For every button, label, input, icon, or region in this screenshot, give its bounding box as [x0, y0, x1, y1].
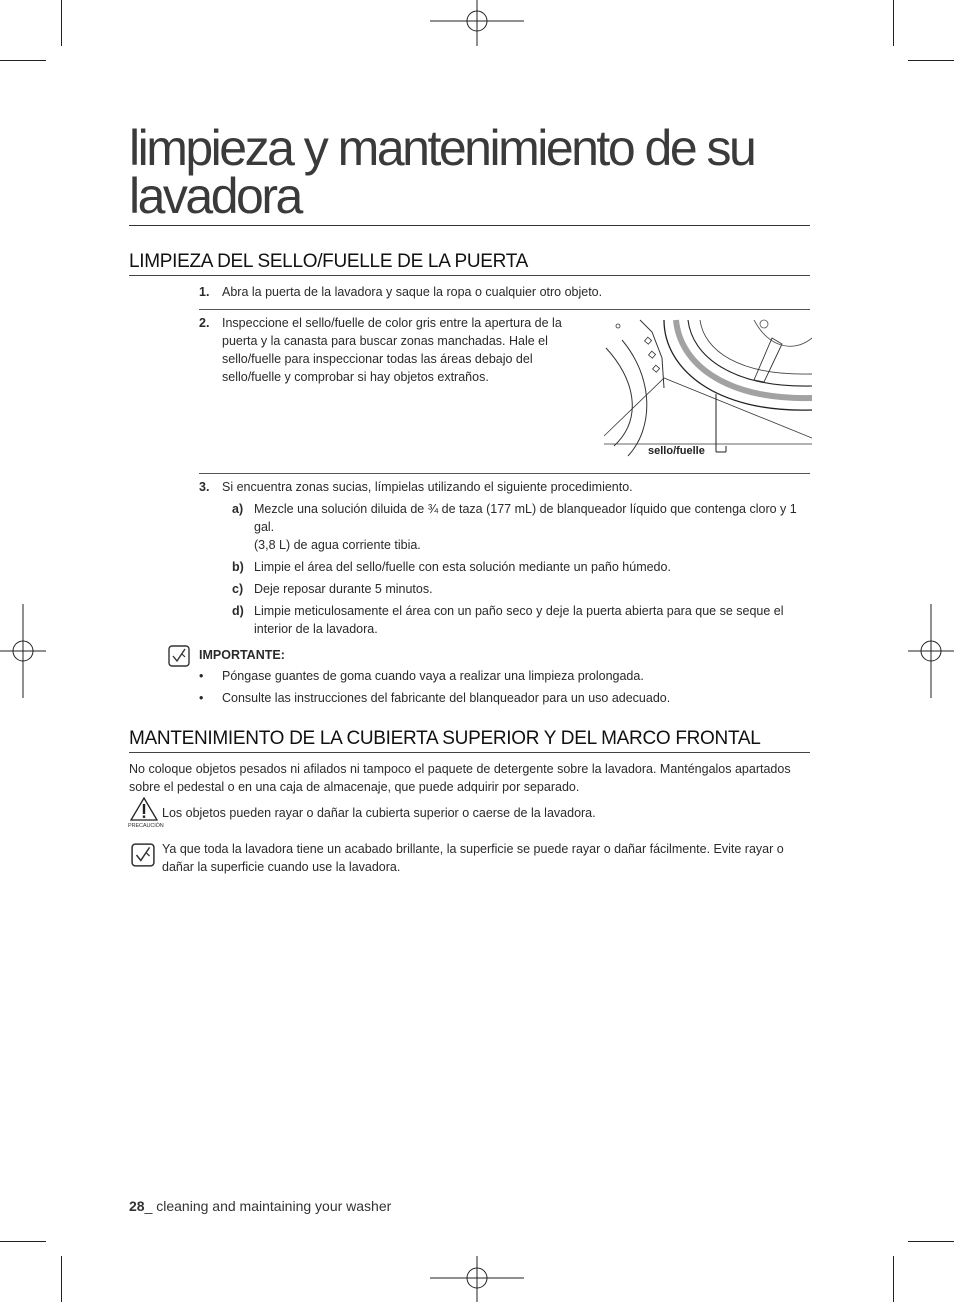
registration-mark-left [0, 604, 46, 698]
step-number: 3. [199, 480, 210, 494]
door-seal-illustration [604, 318, 812, 460]
bullet-text: Consulte las instrucciones del fabricante del blanqueador para un uso adecuado. [222, 691, 671, 705]
bullet-item: • Consulte las instrucciones del fabricante del blanqueador para un uso adecuado. [199, 689, 810, 707]
step-3 [199, 478, 810, 496]
step-divider [199, 473, 810, 474]
crop-mark [893, 0, 894, 46]
crop-mark [0, 1241, 46, 1242]
step-number: 1. [199, 285, 210, 299]
substep-text: Mezcle una solución diluida de ¾ de taza (177 mL) de blanqueador líquido que contenga cloro y 1 gal. [254, 502, 797, 534]
step-number: 2. [199, 316, 210, 330]
substep-text-continued: (3,8 L) de agua corriente tibia. [254, 538, 421, 552]
step-2 [199, 314, 589, 386]
substep-c [232, 580, 810, 598]
section-heading-door-seal: LIMPIEZA DEL SELLO/FUELLE DE LA PUERTA [129, 251, 810, 276]
step-text: Si encuentra zonas sucias, límpielas utilizando el siguiente procedimiento. [222, 480, 633, 494]
crop-mark [61, 0, 62, 46]
bullet-item: • Póngase guantes de goma cuando vaya a realizar una limpieza prolongada. [199, 667, 810, 685]
note-pencil-icon [131, 843, 155, 867]
registration-mark-right [908, 604, 954, 698]
substep-text: Limpie el área del sello/fuelle con esta solución mediante un paño húmedo. [254, 560, 671, 574]
note-text: Ya que toda la lavadora tiene un acabado brillante, la superficie se puede rayar o dañar fácilmente. Evite rayar o dañar la superficie cuando use la lavadora. [162, 842, 784, 874]
bullet-text: Póngase guantes de goma cuando vaya a realizar una limpieza prolongada. [222, 669, 644, 683]
note-pencil-icon [168, 645, 190, 667]
substep-b [232, 558, 810, 576]
important-label: IMPORTANTE: [199, 648, 285, 662]
page-footer [129, 1198, 391, 1214]
registration-mark-top [430, 0, 524, 46]
section2-intro: No coloque objetos pesados ni afilados ni tampoco el paquete de detergente sobre la lavadora. Manténgalos apartados sobre el pedestal o en una caja de almacenaje, que puede adquirir por separado. [129, 762, 791, 794]
step-divider [199, 309, 810, 310]
substep-text: Limpie meticulosamente el área con un paño seco y deje la puerta abierta para que se seque el interior de la lavadora. [254, 604, 784, 636]
caution-label: PRECAUCIÓN [128, 823, 164, 829]
caution-text: Los objetos pueden rayar o dañar la cubierta superior o caerse de la lavadora. [162, 806, 596, 820]
section-heading-top-cover: MANTENIMIENTO DE LA CUBIERTA SUPERIOR Y DEL MARCO FRONTAL [129, 728, 810, 753]
caution-warning-icon [130, 797, 158, 821]
title-divider [129, 225, 810, 226]
substep-letter: c) [232, 582, 244, 596]
step-text: Inspeccione el sello/fuelle de color gris entre la apertura de la puerta y la canasta para buscar zonas manchadas. Hale el sello/fuelle para inspeccionar todas las áreas debajo del sello/fuelle y comprobar si hay objetos extraños. [222, 316, 562, 384]
page-title: limpieza y mantenimiento de su lavadora [129, 120, 755, 224]
crop-mark [908, 60, 954, 61]
substep-d [232, 602, 810, 638]
registration-mark-bottom [430, 1256, 524, 1302]
crop-mark [0, 60, 46, 61]
footer-text: _ cleaning and maintaining your washer [144, 1198, 392, 1214]
step-1 [199, 283, 810, 301]
substep-letter: d) [232, 604, 244, 618]
crop-mark [893, 1256, 894, 1302]
page-number: 28 [129, 1198, 145, 1214]
substep-a [232, 500, 810, 554]
substep-text: Deje reposar durante 5 minutos. [254, 582, 433, 596]
figure-label-seal: sello/fuelle [648, 445, 705, 457]
crop-mark [908, 1241, 954, 1242]
step-text: Abra la puerta de la lavadora y saque la ropa o cualquier otro objeto. [222, 285, 603, 299]
substep-letter: a) [232, 502, 244, 516]
substep-letter: b) [232, 560, 244, 574]
crop-mark [61, 1256, 62, 1302]
